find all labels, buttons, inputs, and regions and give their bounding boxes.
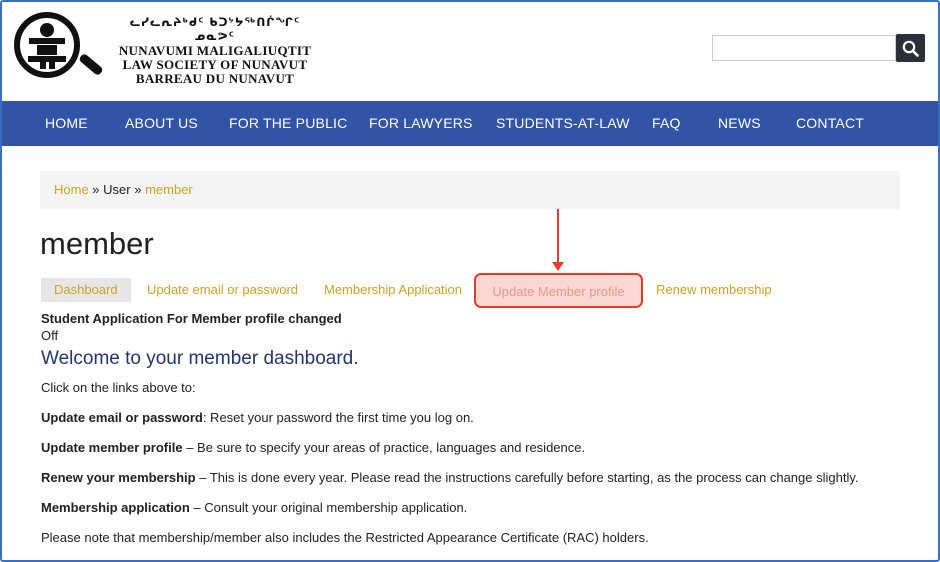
logo-line-1: NUNAVUMI MALIGALIUQTIT bbox=[118, 43, 312, 58]
status-label: Student Application For Member profile changed bbox=[41, 311, 342, 326]
logo-line-3: BARREAU DU NUNAVUT bbox=[135, 71, 295, 86]
main-nav bbox=[2, 101, 938, 146]
breadcrumb-home-link[interactable]: Home bbox=[54, 182, 89, 197]
page-title: member bbox=[40, 226, 154, 261]
info-item-email bbox=[41, 410, 921, 426]
nav-item-students-at-law[interactable]: STUDENTS-AT-LAW bbox=[496, 115, 630, 131]
intro-text: Click on the links above to: bbox=[41, 380, 196, 395]
tab-dashboard[interactable]: Dashboard bbox=[41, 278, 131, 302]
breadcrumb-separator: » bbox=[88, 182, 104, 197]
logo-icon[interactable] bbox=[14, 12, 80, 78]
search-icon bbox=[902, 40, 919, 57]
status-value: Off bbox=[41, 328, 59, 343]
dashboard-content bbox=[41, 311, 921, 546]
info-item-text: – Be sure to specify your areas of practice, languages and residence. bbox=[182, 440, 586, 455]
search-button[interactable] bbox=[896, 34, 925, 62]
tab-membership-application[interactable]: Membership Application bbox=[324, 282, 463, 297]
nav-item-faq[interactable]: FAQ bbox=[652, 115, 681, 131]
logo-magnifier-handle-icon bbox=[78, 53, 104, 77]
info-item-title: Update member profile bbox=[41, 440, 183, 455]
info-item-application bbox=[41, 500, 921, 516]
site-header bbox=[2, 2, 938, 101]
annotation-arrow-head-icon bbox=[552, 262, 564, 271]
tab-renew-membership[interactable]: Renew membership bbox=[656, 282, 772, 297]
logo-text[interactable] bbox=[110, 16, 320, 86]
nav-item-about-us[interactable]: ABOUT US bbox=[125, 115, 198, 131]
tab-update-email-or-password[interactable]: Update email or password bbox=[147, 282, 299, 297]
nav-item-for-the-public[interactable]: FOR THE PUBLIC bbox=[229, 115, 348, 131]
info-item-text: : Reset your password the first time you log on. bbox=[202, 410, 474, 425]
breadcrumb-current-link[interactable]: member bbox=[145, 182, 193, 197]
info-item-renew bbox=[41, 470, 921, 486]
info-item-title: Membership application bbox=[41, 500, 190, 515]
nav-item-home[interactable]: HOME bbox=[45, 115, 88, 131]
logo-line-2: LAW SOCIETY OF NUNAVUT bbox=[122, 57, 308, 72]
info-item-text: – Consult your original membership application. bbox=[189, 500, 468, 515]
breadcrumb-separator: » bbox=[130, 182, 146, 197]
breadcrumb bbox=[40, 171, 900, 209]
breadcrumb-user: User bbox=[103, 182, 131, 197]
nav-item-for-lawyers[interactable]: FOR LAWYERS bbox=[369, 115, 473, 131]
annotation-arrow-line bbox=[557, 209, 559, 265]
info-item-text: – This is done every year. Please read the instructions carefully before starting, as the process can change slightly. bbox=[195, 470, 859, 485]
info-item-title: Renew your membership bbox=[41, 470, 196, 485]
info-item-profile bbox=[41, 440, 921, 456]
membership-note: Please note that membership/member also includes the Restricted Appearance Certificate (RAC) holders. bbox=[41, 530, 649, 545]
tab-update-member-profile[interactable]: Update Member profile bbox=[474, 273, 643, 308]
nav-item-news[interactable]: NEWS bbox=[718, 115, 761, 131]
search-input[interactable] bbox=[712, 35, 896, 61]
info-item-title: Update email or password bbox=[41, 410, 203, 425]
nav-item-contact[interactable]: CONTACT bbox=[796, 115, 865, 131]
welcome-heading: Welcome to your member dashboard. bbox=[41, 348, 359, 369]
logo-syllabics: ᓚᓯᓚᕆᔨᒃᑯᑦ ᑲᑐᔾᔭᖅᑎᒌᖏᑦ ᓄᓇᕗᑦ bbox=[129, 16, 301, 43]
